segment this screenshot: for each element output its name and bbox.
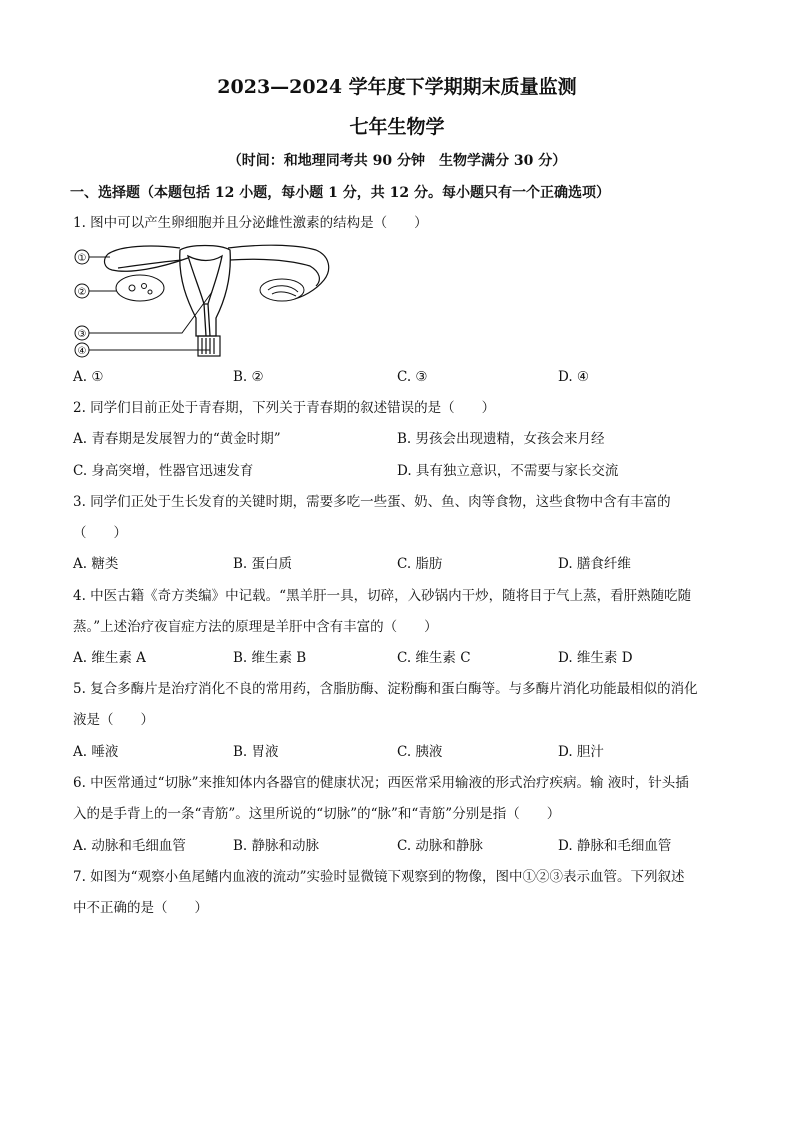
female-reproductive-diagram (70, 240, 340, 362)
q3-option-a[interactable]: A. 糖类 (73, 556, 119, 572)
svg-text:④: ④ (77, 346, 87, 357)
question-1-stem: 1. 图中可以产生卵细胞并且分泌雌性激素的结构是（ ） (73, 215, 428, 231)
q2-option-d[interactable]: D. 具有独立意识，不需要与家长交流 (397, 463, 619, 479)
q6-option-a[interactable]: A. 动脉和毛细血管 (73, 838, 186, 854)
question-3-stem-line2: （ ） (73, 525, 127, 541)
leader-lines (89, 257, 212, 350)
q6-option-c[interactable]: C. 动脉和静脉 (397, 838, 483, 854)
q3-option-c[interactable]: C. 脂肪 (397, 556, 443, 572)
question-7-stem-line1: 7. 如图为“观察小鱼尾鳍内血液的流动”实验时显微镜下观察到的物像，图中①②③表示血管。下列叙述 (73, 869, 685, 885)
label-4 (75, 343, 89, 357)
q4-option-a[interactable]: A. 维生素 A (73, 650, 146, 666)
exam-title: 2023—2024 学年度下学期期末质量监测 (217, 76, 577, 98)
label-3 (75, 326, 89, 340)
question-3-stem-line1: 3. 同学们正处于生长发育的关键时期，需要多吃一些蛋、奶、鱼、肉等食物，这些食物中含有丰富的 (73, 494, 671, 510)
q5-option-c[interactable]: C. 胰液 (397, 744, 443, 760)
exam-note: （时间：和地理同考共 90 分钟 生物学满分 30 分） (227, 153, 567, 169)
question-6-stem-line1: 6. 中医常通过“切脉”来推知体内各器官的健康状况；西医常采用输液的形式治疗疾病。输 液时，针头插 (73, 775, 689, 791)
q3-option-d[interactable]: D. 膳食纤维 (558, 556, 631, 572)
question-6-stem-line2: 入的是手背上的一条“青筋”。这里所说的“切脉”的“脉”和“青筋”分别是指（ ） (73, 806, 561, 822)
vagina (198, 336, 220, 356)
exam-subject: 七年生物学 (349, 116, 445, 138)
question-5-stem-line1: 5. 复合多酶片是治疗消化不良的常用药，含脂肪酶、淀粉酶和蛋白酶等。与多酶片消化功能最相似的消化 (73, 681, 698, 697)
q1-option-d[interactable]: D. ④ (558, 369, 590, 385)
q5-option-a[interactable]: A. 唾液 (73, 744, 119, 760)
uterus (180, 246, 231, 337)
label-1 (75, 250, 89, 264)
q2-option-a[interactable]: A. 青春期是发展智力的“黄金时期” (73, 431, 281, 447)
q1-option-c[interactable]: C. ③ (397, 369, 428, 385)
question-4-stem-line1: 4. 中医古籍《奇方类编》中记载。“黑羊肝一具，切碎，入砂锅内干炒，随将目于气上蒸，看肝熟随吃随 (73, 588, 692, 604)
q4-option-c[interactable]: C. 维生素 C (397, 650, 471, 666)
q4-option-d[interactable]: D. 维生素 D (558, 650, 633, 666)
q5-option-b[interactable]: B. 胃液 (233, 744, 279, 760)
q3-option-b[interactable]: B. 蛋白质 (233, 556, 293, 572)
q2-option-b[interactable]: B. 男孩会出现遗精，女孩会来月经 (397, 431, 605, 447)
label-2 (75, 284, 89, 298)
q1-option-b[interactable]: B. ② (233, 369, 264, 385)
svg-text:②: ② (77, 287, 87, 298)
q6-option-d[interactable]: D. 静脉和毛细血管 (558, 838, 672, 854)
svg-text:①: ① (77, 253, 87, 264)
q5-option-d[interactable]: D. 胆汁 (558, 744, 604, 760)
q4-option-b[interactable]: B. 维生素 B (233, 650, 307, 666)
question-2-stem: 2. 同学们目前正处于青春期，下列关于青春期的叙述错误的是（ ） (73, 400, 496, 416)
section-heading: 一、选择题（本题包括 12 小题，每小题 1 分，共 12 分。每小题只有一个正确选项） (70, 185, 610, 201)
svg-text:③: ③ (77, 329, 87, 340)
question-5-stem-line2: 液是（ ） (73, 712, 154, 728)
question-7-stem-line2: 中不正确的是（ ） (73, 900, 208, 916)
q1-option-a[interactable]: A. ① (73, 369, 104, 385)
q2-option-c[interactable]: C. 身高突增，性器官迅速发育 (73, 463, 254, 479)
question-4-stem-line2: 蒸。”上述治疗夜盲症方法的原理是羊肝中含有丰富的（ ） (73, 619, 438, 635)
q6-option-b[interactable]: B. 静脉和动脉 (233, 838, 320, 854)
